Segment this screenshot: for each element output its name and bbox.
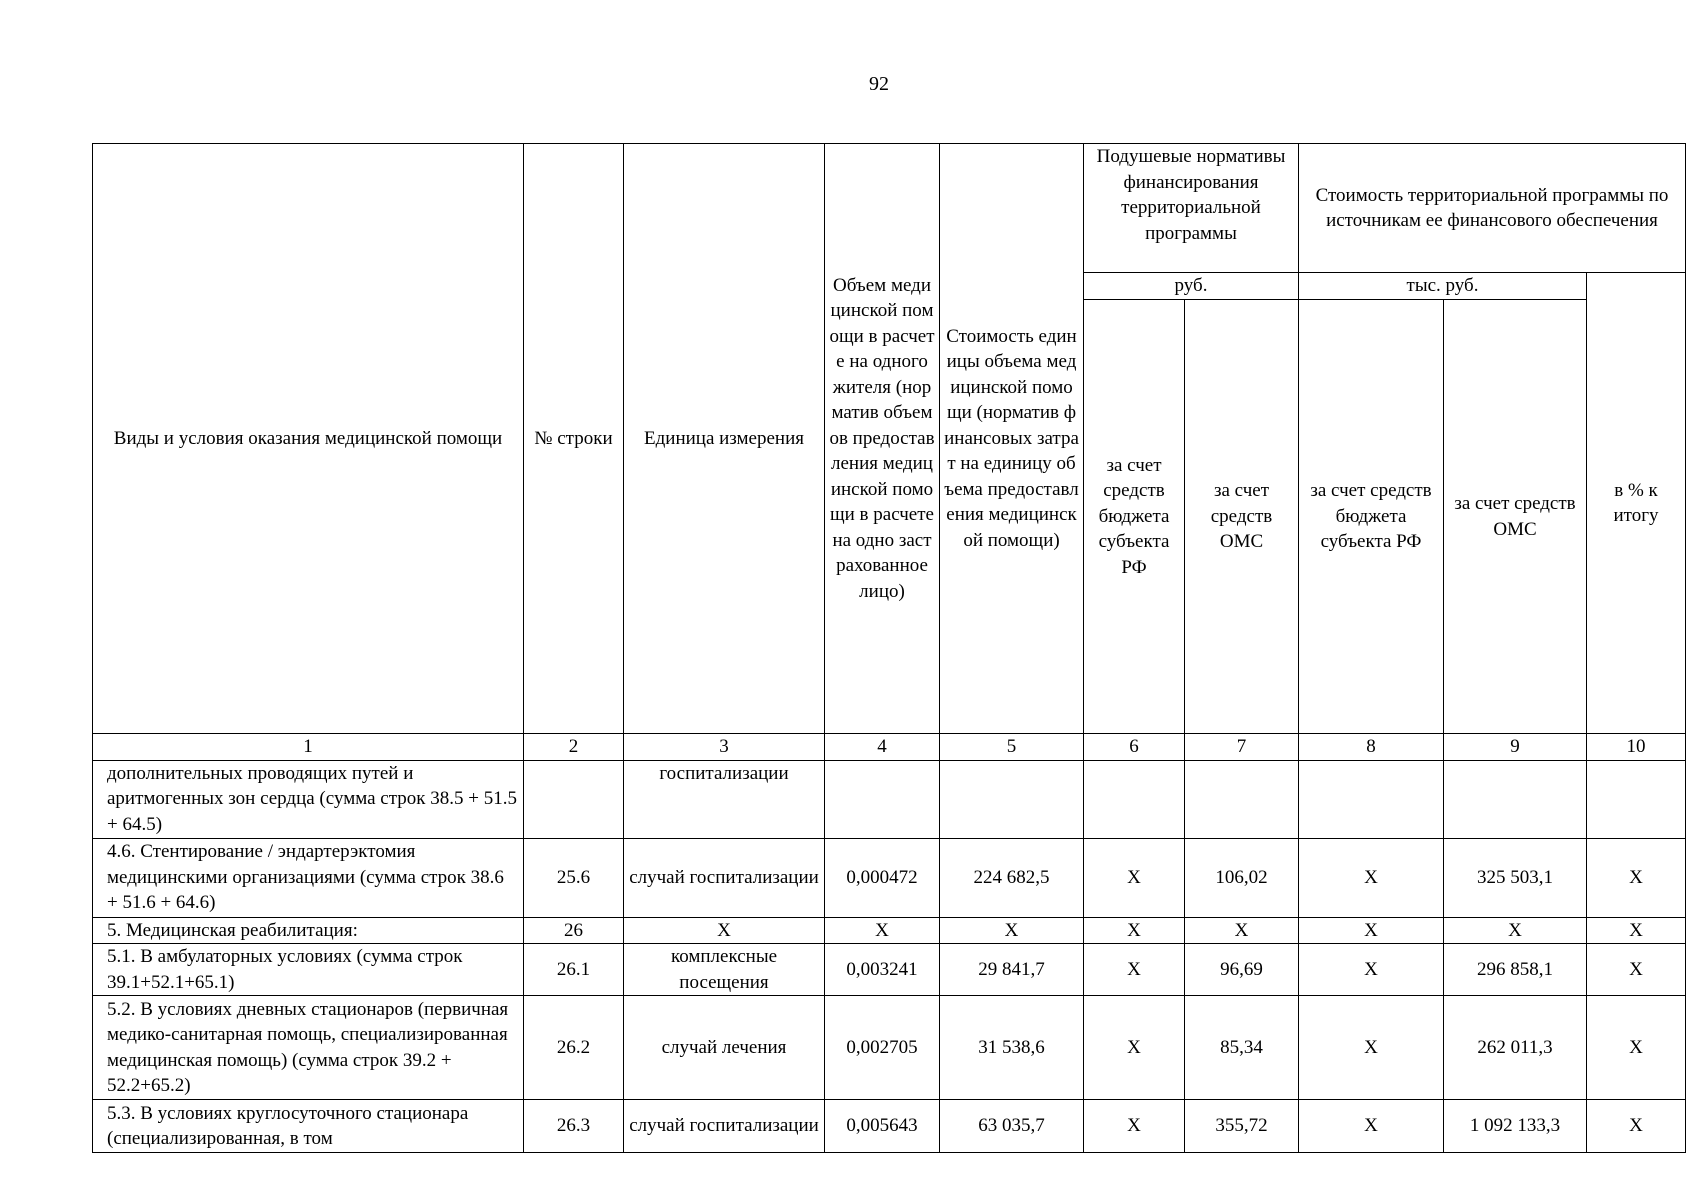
row-cell: 63 035,7 <box>940 1100 1084 1153</box>
row-cell <box>1444 760 1587 838</box>
row-cell: 325 503,1 <box>1444 838 1587 917</box>
row-number <box>524 760 624 838</box>
header-col9 <box>1444 300 1587 734</box>
row-name: 5.3. В условиях круглосуточного стационара (специализированная, в том <box>93 1100 524 1153</box>
row-number: 26 <box>524 917 624 944</box>
row-cell <box>1299 760 1444 838</box>
row-cell: Х <box>825 917 940 944</box>
row-cell <box>1587 760 1686 838</box>
row-cell: Х <box>1587 996 1686 1100</box>
row-name: 5.2. В условиях дневных стационаров (первичная медико-санитарная помощь, специализированная медицинская помощь) (сумма строк 39.2 + 52.2+65.2) <box>93 996 524 1100</box>
header-col8-text: за счет средств бюджета субъекта РФ <box>1310 480 1432 553</box>
row-cell: Х <box>1587 917 1686 944</box>
row-cell: Х <box>1299 1100 1444 1153</box>
header-unit-rub-text: руб. <box>1174 275 1208 297</box>
header-col1-text: Виды и условия оказания медицинской помощи <box>113 427 503 449</box>
row-unit: случай лечения <box>624 996 825 1100</box>
row-cell: Х <box>1299 944 1444 996</box>
header-col10-text: в % к итогу <box>1613 479 1659 526</box>
table-row <box>93 917 1686 944</box>
header-unit-thousand-rub-text: тыс. руб. <box>1406 275 1479 297</box>
row-name: 5.1. В амбулаторных условиях (сумма строк 39.1+52.1+65.1) <box>93 944 524 996</box>
row-unit: случай госпитализации <box>624 838 825 917</box>
row-cell: Х <box>1299 917 1444 944</box>
header-group-cost <box>1299 144 1686 273</box>
header-col2 <box>524 144 624 734</box>
column-number: 4 <box>825 734 940 761</box>
header-col10 <box>1587 273 1686 734</box>
header-col3-text: Единица измерения <box>644 427 804 449</box>
row-cell: 355,72 <box>1185 1100 1299 1153</box>
row-cell: Х <box>1084 838 1185 917</box>
row-cell: Х <box>1587 838 1686 917</box>
row-unit: комплексные посещения <box>624 944 825 996</box>
row-cell <box>1084 760 1185 838</box>
row-cell: Х <box>1299 838 1444 917</box>
row-cell: 0,000472 <box>825 838 940 917</box>
row-cell: 96,69 <box>1185 944 1299 996</box>
row-name: дополнительных проводящих путей и аритмогенных зон сердца (сумма строк 38.5 + 51.5 + 64.5) <box>93 760 524 838</box>
header-col1 <box>93 144 524 734</box>
row-cell: 106,02 <box>1185 838 1299 917</box>
row-cell: Х <box>1587 944 1686 996</box>
header-group-per-capita <box>1084 144 1299 273</box>
header-group-per-capita-text: Подушевые нормативы финансирования территориальной программы <box>1096 146 1286 244</box>
page-number: 92 <box>869 73 889 95</box>
row-cell: 31 538,6 <box>940 996 1084 1100</box>
row-number: 25.6 <box>524 838 624 917</box>
header-col8 <box>1299 300 1444 734</box>
table-row <box>93 1100 1686 1153</box>
row-cell: Х <box>940 917 1084 944</box>
row-cell: Х <box>1185 917 1299 944</box>
row-cell: Х <box>1084 996 1185 1100</box>
header-col5-text: Стоимость единицы объема медицинской помощи (норматив финансовых затрат на единицу объема предоставления медицинской помощи) <box>944 325 1079 551</box>
row-name: 4.6. Стентирование / эндартерэктомия медицинскими организациями (сумма строк 38.6 + 51.6 + 64.6) <box>93 838 524 917</box>
column-number: 8 <box>1299 734 1444 761</box>
row-cell: Х <box>1084 917 1185 944</box>
header-col4 <box>825 144 940 734</box>
header-col6-text: за счет средств бюджета субъекта РФ <box>1098 454 1170 578</box>
header-unit-thousand-rub <box>1299 273 1587 300</box>
row-number: 26.3 <box>524 1100 624 1153</box>
header-unit-rub <box>1084 273 1299 300</box>
header-col6 <box>1084 300 1185 734</box>
header-col4-text: Объем медицинской помощи в расчете на одного жителя (норматив объемов предоставления медицинской помощи в расчете на одно застрахованное лицо) <box>829 274 935 602</box>
table-row <box>93 944 1686 996</box>
header-group-cost-text: Стоимость территориальной программы по источникам ее финансового обеспечения <box>1315 184 1669 231</box>
row-cell <box>825 760 940 838</box>
column-number: 9 <box>1444 734 1587 761</box>
column-number: 3 <box>624 734 825 761</box>
row-unit: госпитализации <box>624 760 825 838</box>
row-number: 26.2 <box>524 996 624 1100</box>
column-number: 2 <box>524 734 624 761</box>
header-col9-text: за счет средств ОМС <box>1454 493 1576 540</box>
table-row <box>93 838 1686 917</box>
row-cell: 224 682,5 <box>940 838 1084 917</box>
header-col3 <box>624 144 825 734</box>
row-cell: 29 841,7 <box>940 944 1084 996</box>
table-row <box>93 760 1686 838</box>
row-cell: Х <box>1299 996 1444 1100</box>
row-number: 26.1 <box>524 944 624 996</box>
header-col7-text: за счет средств ОМС <box>1210 480 1273 553</box>
row-cell: Х <box>1444 917 1587 944</box>
row-cell: 296 858,1 <box>1444 944 1587 996</box>
column-number: 6 <box>1084 734 1185 761</box>
column-number: 7 <box>1185 734 1299 761</box>
row-name: 5. Медицинская реабилитация: <box>93 917 524 944</box>
row-cell: Х <box>1084 1100 1185 1153</box>
header-col5 <box>940 144 1084 734</box>
row-cell: 85,34 <box>1185 996 1299 1100</box>
column-number-row <box>93 734 1686 761</box>
row-cell: 0,002705 <box>825 996 940 1100</box>
row-cell <box>1185 760 1299 838</box>
row-unit: Х <box>624 917 825 944</box>
row-unit: случай госпитализации <box>624 1100 825 1153</box>
header-col2-text: № строки <box>534 427 613 449</box>
row-cell: Х <box>1587 1100 1686 1153</box>
financing-table <box>92 143 1686 1153</box>
column-number: 10 <box>1587 734 1686 761</box>
column-number: 5 <box>940 734 1084 761</box>
row-cell: 262 011,3 <box>1444 996 1587 1100</box>
row-cell <box>940 760 1084 838</box>
column-number: 1 <box>93 734 524 761</box>
header-col7 <box>1185 300 1299 734</box>
row-cell: 1 092 133,3 <box>1444 1100 1587 1153</box>
row-cell: 0,005643 <box>825 1100 940 1153</box>
row-cell: Х <box>1084 944 1185 996</box>
row-cell: 0,003241 <box>825 944 940 996</box>
table-row <box>93 996 1686 1100</box>
